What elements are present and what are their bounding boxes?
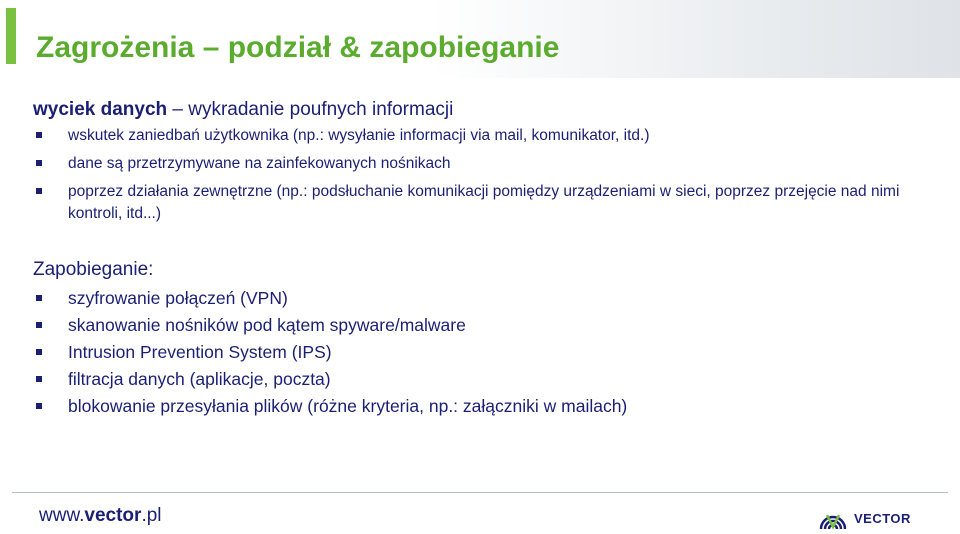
vector-logo bbox=[818, 504, 911, 532]
vector-logo-icon bbox=[818, 505, 848, 531]
footer-divider bbox=[12, 492, 948, 493]
bullet-square-icon bbox=[36, 349, 42, 355]
footer-website-link[interactable] bbox=[39, 505, 162, 527]
list-item-text: Intrusion Prevention System (IPS) bbox=[68, 342, 332, 362]
list-item-text: filtracja danych (aplikacje, poczta) bbox=[68, 369, 331, 389]
list-item bbox=[36, 395, 936, 417]
slide-title: Zagrożenia – podział & zapobieganie bbox=[36, 31, 560, 64]
list-item-text: blokowanie przesyłania plików (różne kryteria, np.: załączniki w mailach) bbox=[68, 396, 628, 416]
list-item bbox=[36, 368, 936, 390]
list-item bbox=[36, 181, 936, 225]
section-heading-prevention: Zapobieganie: bbox=[33, 259, 154, 280]
list-item bbox=[36, 125, 936, 147]
list-item bbox=[36, 341, 936, 363]
logo-wordmark: VECTOR bbox=[854, 510, 911, 526]
list-item-text: poprzez działania zewnętrzne (np.: podsłuchanie komunikacji pomiędzy urządzeniami w sieci, poprzez przejęcie nad nimi kontroli, itd...) bbox=[68, 183, 900, 222]
section-heading-data-leak bbox=[33, 99, 453, 121]
list-item-text: dane są przetrzymywane na zainfekowanych nośnikach bbox=[68, 155, 451, 172]
bullet-square-icon bbox=[36, 160, 42, 166]
list-item-text: wskutek zaniedbań użytkownika (np.: wysyłanie informacji via mail, komunikator, itd.) bbox=[68, 127, 650, 144]
bullet-square-icon bbox=[36, 376, 42, 382]
list-item bbox=[36, 314, 936, 336]
url-suffix: .pl bbox=[141, 505, 162, 526]
url-prefix: www. bbox=[39, 505, 85, 526]
section-heading-description: – wykradanie poufnych informacji bbox=[167, 99, 454, 120]
bullet-square-icon bbox=[36, 132, 42, 138]
bullet-square-icon bbox=[36, 188, 42, 194]
bullet-square-icon bbox=[36, 403, 42, 409]
title-accent-bar bbox=[6, 8, 16, 64]
list-item bbox=[36, 153, 936, 175]
list-item-text: szyfrowanie połączeń (VPN) bbox=[68, 288, 288, 308]
bullet-square-icon bbox=[36, 322, 42, 328]
url-domain: vector bbox=[84, 505, 142, 526]
section-heading-keyword: wyciek danych bbox=[33, 99, 168, 120]
bullet-square-icon bbox=[36, 295, 42, 301]
list-item-text: skanowanie nośników pod kątem spyware/malware bbox=[68, 315, 466, 335]
list-item bbox=[36, 287, 936, 309]
